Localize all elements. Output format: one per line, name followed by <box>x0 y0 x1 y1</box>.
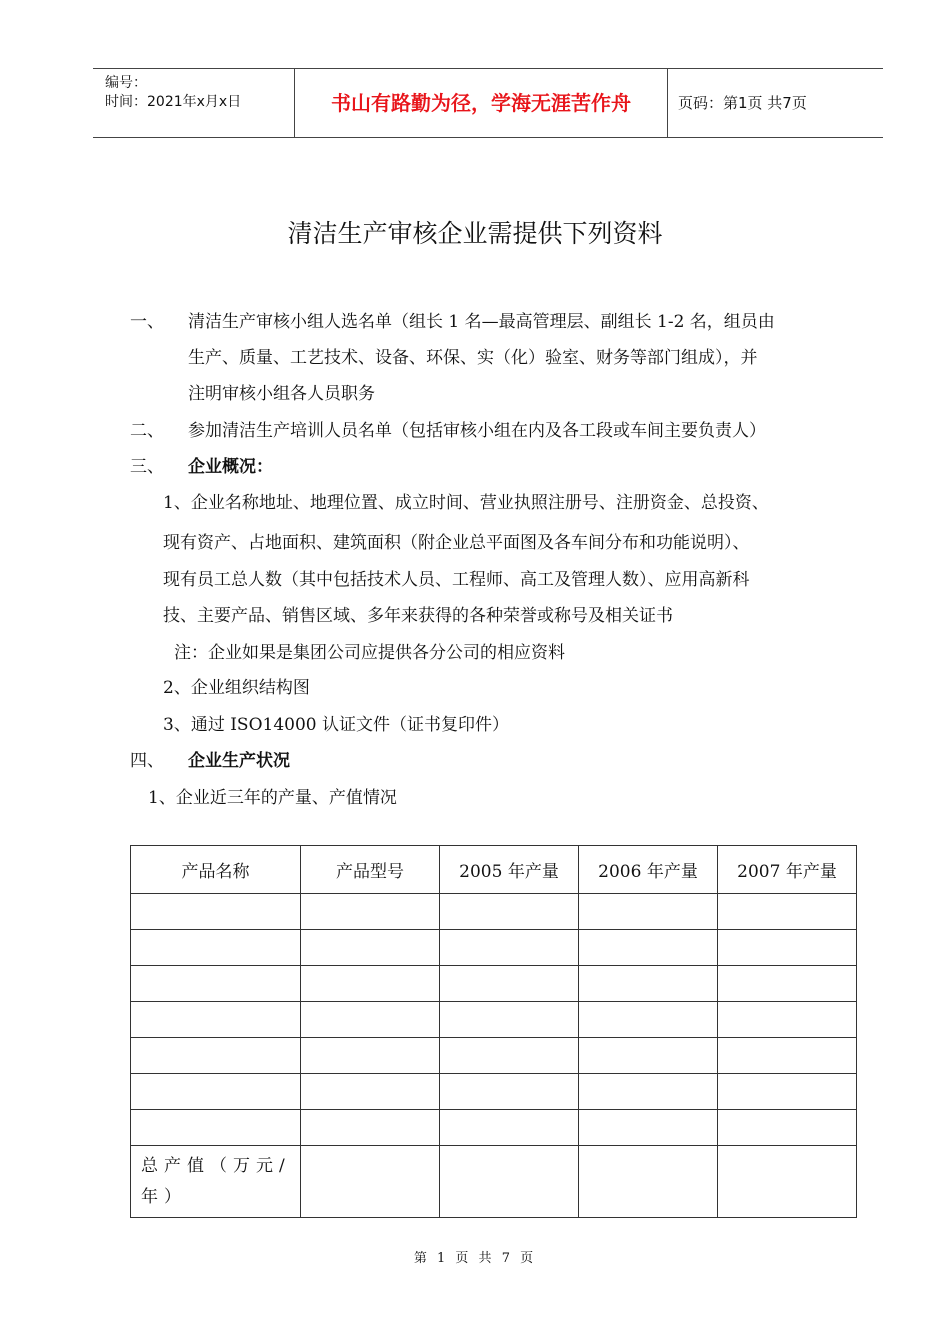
total-value-label-line-1: 总产值（万元/ <box>141 1155 291 1176</box>
table-cell[interactable] <box>301 966 440 1002</box>
section-3-item-1-line-2: 现有资产、占地面积、建筑面积（附企业总平面图及各车间分布和功能说明）、 <box>163 533 750 553</box>
section-3-item-1-line-4: 技、主要产品、销售区域、多年来获得的各种荣誉或称号及相关证书 <box>163 606 673 626</box>
col-header-product-name: 产品名称 <box>131 846 301 894</box>
table-cell[interactable] <box>440 1074 579 1110</box>
table-cell[interactable] <box>718 894 857 930</box>
section-3-item-1-line-3: 现有员工总人数（其中包括技术人员、工程师、高工及管理人数）、应用高新科 <box>163 570 750 590</box>
serial-number-label: 编号： <box>105 75 147 91</box>
table-cell[interactable] <box>718 1038 857 1074</box>
section-1-line-2: 生产、质量、工艺技术、设备、环保、实（化）验室、财务等部门组成），并 <box>188 348 758 368</box>
table-row <box>131 1002 857 1038</box>
section-4-number: 四、 <box>130 751 164 771</box>
table-cell[interactable] <box>718 1146 857 1218</box>
section-3-note: 注：企业如果是集团公司应提供各分公司的相应资料 <box>174 643 565 663</box>
table-cell[interactable] <box>440 1038 579 1074</box>
table-cell[interactable] <box>301 1074 440 1110</box>
table-row <box>131 930 857 966</box>
table-row <box>131 1110 857 1146</box>
table-cell[interactable] <box>131 1074 301 1110</box>
table-cell[interactable] <box>440 1110 579 1146</box>
table-row <box>131 1074 857 1110</box>
table-cell[interactable] <box>301 930 440 966</box>
table-cell[interactable] <box>579 1146 718 1218</box>
table-cell[interactable] <box>301 1110 440 1146</box>
section-4-heading: 企业生产状况 <box>188 751 290 771</box>
total-value-label <box>131 1146 301 1218</box>
table-row <box>131 894 857 930</box>
section-1-line-1: 清洁生产审核小组人选名单（组长 1 名—最高管理层、副组长 1-2 名，组员由 <box>188 312 775 332</box>
section-1-number: 一、 <box>130 312 164 332</box>
table-cell[interactable] <box>718 1002 857 1038</box>
table-header-row <box>131 846 857 894</box>
table-cell[interactable] <box>440 966 579 1002</box>
section-2-text: 参加清洁生产培训人员名单（包括审核小组在内及各工段或车间主要负责人） <box>188 421 766 441</box>
table-total-row <box>131 1146 857 1218</box>
section-4-item-1: 1、企业近三年的产量、产值情况 <box>148 788 397 808</box>
total-value-label-line-2: 年） <box>141 1186 187 1207</box>
table-cell[interactable] <box>440 930 579 966</box>
col-header-2007-output: 2007 年产量 <box>718 846 857 894</box>
table-cell[interactable] <box>579 1110 718 1146</box>
section-3-item-1-line-1: 1、企业名称地址、地理位置、成立时间、营业执照注册号、注册资金、总投资、 <box>163 493 769 513</box>
table-cell[interactable] <box>579 1074 718 1110</box>
time-label: 时间：2021年x月x日 <box>105 94 242 110</box>
header-meta-cell <box>93 69 295 137</box>
table-cell[interactable] <box>440 1146 579 1218</box>
section-1-line-3: 注明审核小组各人员职务 <box>188 384 375 404</box>
table-cell[interactable] <box>131 894 301 930</box>
section-2-number: 二、 <box>130 421 164 441</box>
table-cell[interactable] <box>579 966 718 1002</box>
table-row <box>131 966 857 1002</box>
table-cell[interactable] <box>301 894 440 930</box>
section-3-heading: 企业概况： <box>188 457 273 477</box>
section-3-number: 三、 <box>130 457 164 477</box>
table-cell[interactable] <box>131 966 301 1002</box>
table-cell[interactable] <box>718 966 857 1002</box>
table-cell[interactable] <box>718 1110 857 1146</box>
page-footer: 第 1 页 共 7 页 <box>413 1251 537 1266</box>
table-cell[interactable] <box>579 894 718 930</box>
section-3-item-3: 3、通过 ISO14000 认证文件（证书复印件） <box>163 715 510 735</box>
table-cell[interactable] <box>440 894 579 930</box>
table-cell[interactable] <box>131 1038 301 1074</box>
table-cell[interactable] <box>131 1002 301 1038</box>
table-cell[interactable] <box>131 1110 301 1146</box>
production-table <box>130 845 857 1218</box>
table-row <box>131 1038 857 1074</box>
col-header-product-model: 产品型号 <box>301 846 440 894</box>
col-header-2005-output: 2005 年产量 <box>440 846 579 894</box>
table-cell[interactable] <box>718 1074 857 1110</box>
document-header <box>93 68 883 138</box>
table-cell[interactable] <box>718 930 857 966</box>
table-cell[interactable] <box>301 1002 440 1038</box>
document-title: 清洁生产审核企业需提供下列资料 <box>287 219 663 248</box>
table-cell[interactable] <box>579 1038 718 1074</box>
header-page-info: 页码：第1页 共7页 <box>678 94 807 112</box>
table-cell[interactable] <box>579 930 718 966</box>
table-cell[interactable] <box>440 1002 579 1038</box>
section-3-item-2: 2、企业组织结构图 <box>163 678 310 698</box>
table-cell[interactable] <box>131 930 301 966</box>
col-header-2006-output: 2006 年产量 <box>579 846 718 894</box>
header-motto: 书山有路勤为径，学海无涯苦作舟 <box>295 69 668 137</box>
table-cell[interactable] <box>579 1002 718 1038</box>
table-cell[interactable] <box>301 1146 440 1218</box>
table-cell[interactable] <box>301 1038 440 1074</box>
